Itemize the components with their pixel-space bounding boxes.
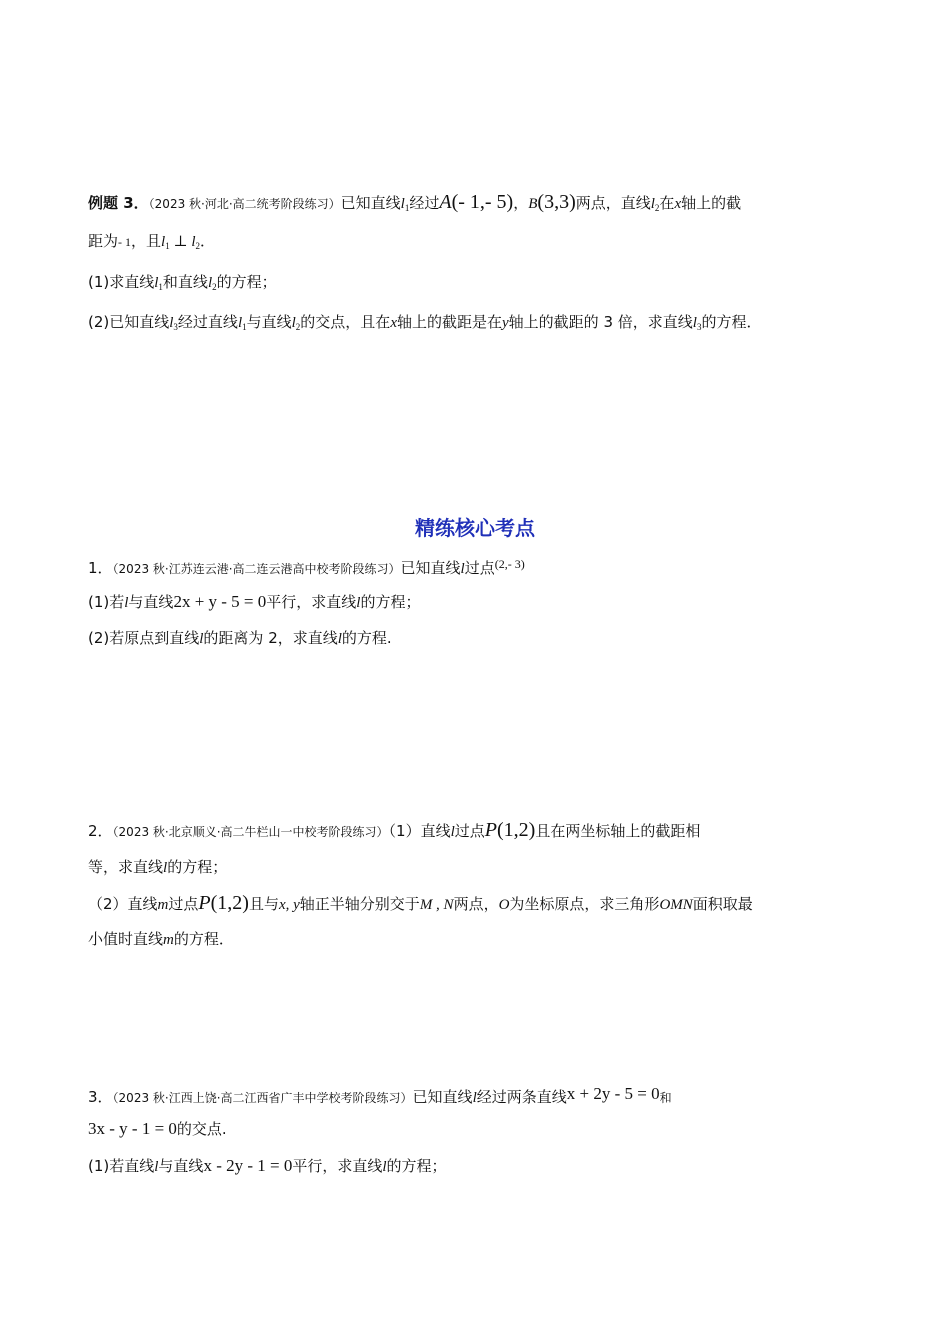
example3-q2 — [88, 311, 761, 338]
line-l: l — [337, 631, 342, 647]
problem1-line1 — [88, 553, 525, 580]
line-l: l — [154, 1159, 159, 1175]
text: 轴上的截距是在 — [396, 313, 502, 331]
line-l1: l — [161, 234, 166, 250]
subscript: 2 — [195, 241, 200, 251]
text: 两点， — [453, 895, 499, 913]
text: 的方程． — [701, 313, 762, 331]
subscript: 1 — [404, 203, 410, 213]
example3-line2 — [88, 230, 215, 257]
equation: 2x + y - 5 = 0 — [173, 592, 267, 611]
equation-3: x - 2y - 1 = 0 — [203, 1156, 293, 1175]
text: ，且 — [131, 232, 162, 250]
example-source: （2023 秋·河北·高二统考阶段练习） — [148, 197, 341, 211]
perp-symbol: ⊥ — [169, 234, 192, 250]
line-l3: l — [169, 315, 174, 331]
line-l: l — [382, 1159, 387, 1175]
line-l: l — [472, 1090, 477, 1106]
text: 经过 — [409, 194, 440, 212]
text: (1)若直线 — [88, 1157, 155, 1175]
line-l: l — [163, 860, 168, 876]
text: 轴上的截距的 3 倍，求直线 — [508, 313, 693, 331]
text: ， — [513, 194, 529, 212]
line-m: m — [157, 897, 169, 913]
problem3-line1 — [88, 1083, 672, 1109]
subscript: 2 — [212, 282, 217, 292]
problem-number: 3． — [88, 1088, 113, 1106]
problem3-line2 — [88, 1118, 227, 1140]
line-l3: l — [692, 315, 697, 331]
problem2-line2 — [88, 856, 227, 879]
text: (1)求直线 — [88, 273, 155, 291]
section-heading: 精练核心考点 — [415, 516, 535, 540]
text: 的方程； — [216, 273, 277, 291]
example3-q1 — [88, 271, 277, 298]
text: 的交点. — [176, 1120, 227, 1138]
problem-number: 1． — [88, 559, 113, 577]
subscript: 2 — [295, 322, 301, 332]
text: (1)若 — [88, 593, 125, 611]
text: 平行，求直线 — [292, 1157, 383, 1175]
var-x: x — [390, 315, 397, 331]
point-coords: (2,- 3) — [494, 557, 525, 571]
text: 的方程； — [167, 858, 228, 876]
text: 的距离为 2，求直线 — [203, 629, 338, 647]
text: 过点 — [464, 559, 495, 577]
triangle-omn: OMN — [659, 897, 693, 913]
text: （2）直线 — [88, 895, 158, 913]
var-y: y — [502, 315, 509, 331]
text: 轴上的截 — [681, 194, 742, 212]
example-label: 例题 3． — [88, 194, 149, 212]
line-l2: l — [650, 196, 655, 212]
text: 经过直线 — [177, 313, 238, 331]
problem-source: （2023 秋·江西上饶·高二江西省广丰中学校考阶段练习） — [112, 1091, 413, 1105]
text: 为坐标原点，求三角形 — [509, 895, 660, 913]
problem1-q2 — [88, 627, 392, 650]
line-l1: l — [400, 196, 405, 212]
points-mn: M , N — [419, 897, 454, 913]
text: 与直线 — [128, 593, 174, 611]
line-l: l — [356, 595, 361, 611]
text: 的方程； — [386, 1157, 447, 1175]
point-a-coords: (- 1,- 5) — [451, 191, 514, 213]
problem3-q1 — [88, 1155, 447, 1178]
point-p: P — [198, 892, 211, 914]
subscript: 3 — [173, 322, 178, 332]
line-l2: l — [207, 275, 213, 291]
point-p-coords: (1,2) — [496, 819, 536, 841]
text: 与直线 — [158, 1157, 204, 1175]
problem2-line1 — [88, 819, 700, 843]
problem1-q1 — [88, 591, 420, 614]
line-l1: l — [237, 315, 243, 331]
text: 的方程． — [173, 930, 234, 948]
text: 过点 — [168, 895, 199, 913]
text: ． — [199, 232, 215, 250]
text: 经过两条直线 — [476, 1088, 567, 1106]
text: 已知直线 — [340, 194, 401, 212]
subscript: 1 — [158, 282, 163, 292]
problem-source: （2023 秋·江苏连云港·高二连云港高中校考阶段练习） — [112, 562, 401, 576]
point-b-coords: (3,3) — [537, 191, 576, 213]
text: 和直线 — [162, 273, 208, 291]
text: 小值时直线 — [88, 930, 164, 948]
text: 已知直线 — [400, 559, 461, 577]
equation-1: x + 2y - 5 = 0 — [566, 1084, 660, 1103]
text: 已知直线 — [412, 1088, 473, 1106]
problem-source: （2023 秋·北京顺义·高二牛栏山一中校考阶段练习） — [112, 825, 389, 839]
point-p: P — [484, 819, 497, 841]
text: 且与 — [248, 895, 279, 913]
line-l2: l — [291, 315, 296, 331]
line-l2: l — [191, 234, 196, 250]
text: 的方程； — [360, 593, 421, 611]
line-l: l — [450, 824, 455, 840]
text: 两点，直线 — [575, 194, 651, 212]
point-o: O — [498, 897, 510, 913]
text: 等，求直线 — [88, 858, 164, 876]
point-a: A — [439, 191, 452, 213]
subscript: 1 — [242, 322, 247, 332]
problem2-q2-cont — [88, 928, 234, 951]
text: 且在两坐标轴上的截距相 — [535, 822, 701, 840]
problem-number: 2． — [88, 822, 113, 840]
text: 与直线 — [246, 313, 292, 331]
text: 面积取最 — [692, 895, 753, 913]
line-m: m — [163, 932, 174, 948]
line-l: l — [199, 631, 204, 647]
text: 的方程. — [341, 629, 392, 647]
line-l: l — [460, 561, 465, 577]
point-b: B — [528, 196, 538, 212]
equation-2: 3x - y - 1 = 0 — [88, 1119, 177, 1138]
text: 平行，求直线 — [266, 593, 357, 611]
line-l: l — [124, 595, 129, 611]
text: 距为 — [88, 232, 119, 250]
text: 轴正半轴分别交于 — [299, 895, 420, 913]
value-neg1: - 1 — [118, 235, 132, 249]
text: (2)若原点到直线 — [88, 629, 200, 647]
subscript: 2 — [654, 203, 660, 213]
text: 在 — [659, 194, 675, 212]
example3-line1 — [88, 191, 741, 219]
text: 和 — [659, 1091, 672, 1105]
text: (2)已知直线 — [88, 313, 170, 331]
subscript: 1 — [165, 241, 170, 251]
line-l1: l — [154, 275, 159, 291]
problem2-q2 — [88, 892, 753, 916]
text: （1）直线 — [388, 822, 451, 840]
point-p-coords: (1,2) — [210, 892, 249, 914]
text: 过点 — [454, 822, 485, 840]
vars-xy: x, y — [278, 897, 300, 913]
text: 的交点，且在 — [300, 313, 391, 331]
subscript: 3 — [696, 322, 702, 332]
var-x: x — [674, 196, 682, 212]
